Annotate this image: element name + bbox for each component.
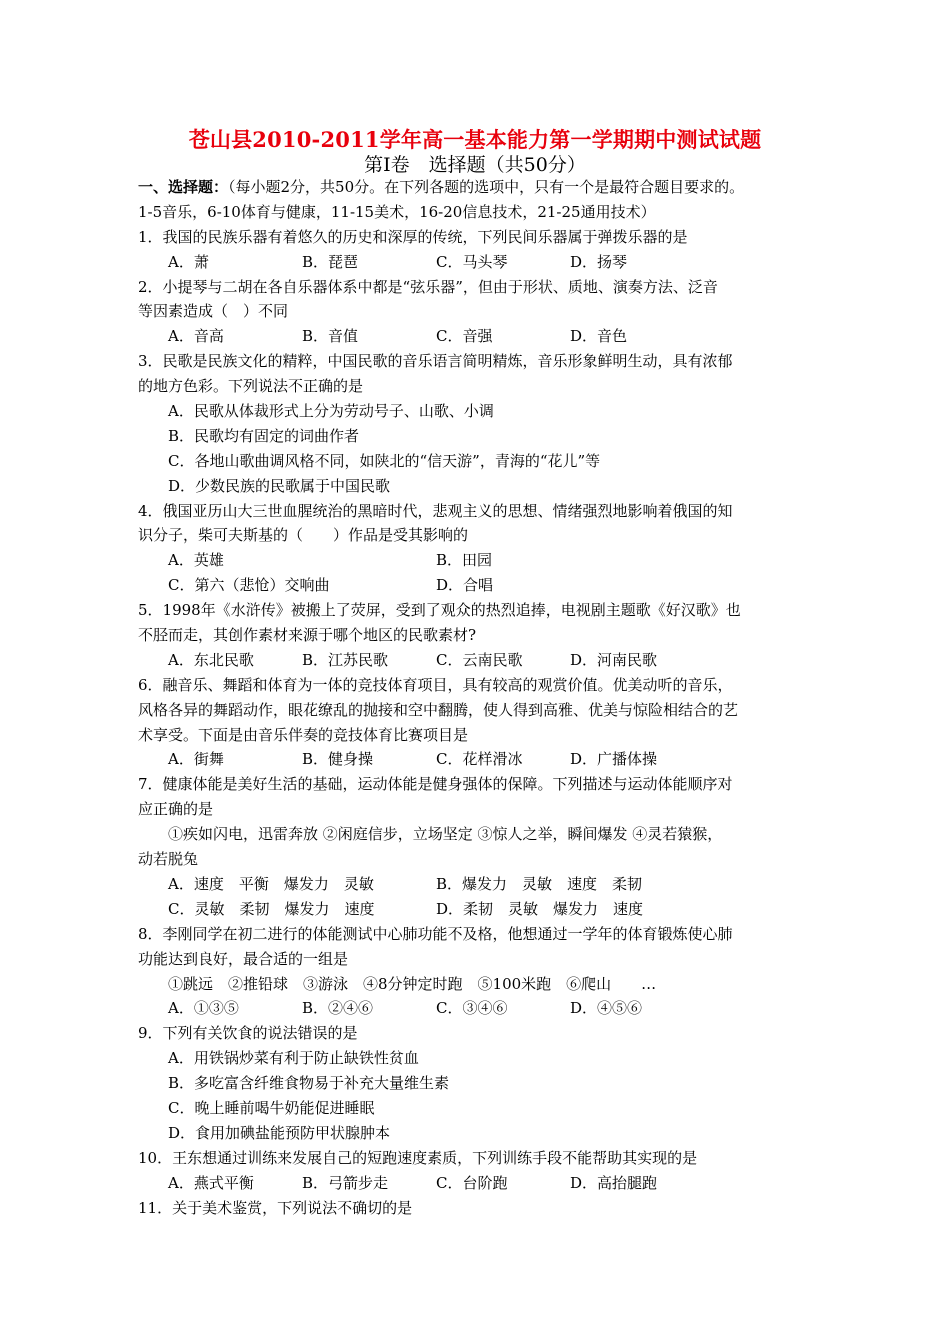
option-d: D．食用加碘盐能预防甲状腺肿本 [168,1123,391,1142]
option-d: D．合唱 [436,576,494,595]
option-d: D．音色 [570,327,628,346]
option-b: B．多吃富含纤维食物易于补充大量维生素 [168,1074,450,1093]
question-8-items: ①跳远 ②推铅球 ③游泳 ④8分钟定时跑 ⑤100米跑 ⑥爬山 … [168,974,657,993]
option-b: B．弓箭步走 [302,1173,389,1192]
question-6-stem-cont2: 术享受。下面是由音乐伴奏的竞技体育比赛项目是 [138,725,469,744]
question-4-options-row1 [138,548,828,573]
exam-title: 苍山县2010-2011学年高一基本能力第一学期期中测试试题 [188,127,762,152]
option-c: C．各地山歌曲调风格不同，如陕北的“信天游”，青海的“花儿”等 [168,451,601,470]
option-a: A．东北民歌 [168,650,254,669]
section-note: （每小题2分，共50分。在下列各题的选项中，只有一个是最符合题目要求的。 [228,178,745,196]
option-c: C．音强 [436,327,493,346]
question-10-stem: 10．王东想通过训练来发展自己的短跑速度素质，下列训练手段不能帮助其实现的是 [138,1148,698,1167]
question-4-stem-cont: 识分子，柴可夫斯基的（ ）作品是受其影响的 [138,526,469,545]
question-3-stem-cont: 的地方色彩。下列说法不正确的是 [138,377,364,396]
option-a: A．街舞 [168,750,224,769]
question-5-stem-cont: 不胫而走，其创作素材来源于哪个地区的民歌素材? [138,626,477,645]
option-a: A．民歌从体裁形式上分为劳动号子、山歌、小调 [168,402,494,421]
option-d: D．柔韧 灵敏 爆发力 速度 [436,899,644,918]
section-subtitle: 第Ⅰ卷 选择题（共50分） [364,154,586,176]
option-c: C．③④⑥ [436,999,508,1018]
option-c: C．台阶跑 [436,1173,508,1192]
option-c: C．马头琴 [436,252,508,271]
question-2-stem-cont: 等因素造成（ ）不同 [138,302,289,321]
option-d: D．河南民歌 [570,650,658,669]
option-d: D．少数民族的民歌属于中国民歌 [168,476,391,495]
exam-content [138,175,828,1220]
question-8-options [138,996,828,1021]
question-2-stem: 2．小提琴与二胡在各自乐器体系中都是“弦乐器”，但由于形状、质地、演奏方法、泛音 [138,277,718,296]
option-c: C．花样滑冰 [436,750,523,769]
option-b: B．田园 [436,551,493,570]
option-b: B．琵琶 [302,252,359,271]
option-d: D．扬琴 [570,252,628,271]
option-a: A．英雄 [168,551,224,570]
question-6-options [138,747,828,772]
question-4-stem: 4．俄国亚历山大三世血腥统治的黑暗时代，悲观主义的思想、情绪强烈地影响着俄国的知 [138,501,733,520]
question-7-options-row2 [138,897,828,922]
option-b: B．音值 [302,327,359,346]
option-c: C．灵敏 柔韧 爆发力 速度 [168,899,375,918]
option-b: B．②④⑥ [302,999,374,1018]
question-6-stem-cont: 风格各异的舞蹈动作，眼花缭乱的抛接和空中翻腾，使人得到高雅、优美与惊险相结合的艺 [138,700,739,719]
question-7-items-cont: 动若脱兔 [138,850,199,869]
option-b: B．健身操 [302,750,374,769]
option-b: B．民歌均有固定的词曲作者 [168,426,360,445]
question-5-options [138,648,828,673]
section-instructions [138,175,828,200]
option-a: A．用铁锅炒菜有利于防止缺铁性贫血 [168,1049,419,1068]
option-b: B．江苏民歌 [302,650,389,669]
question-5-stem: 5．1998年《水浒传》被搬上了荧屏，受到了观众的热烈追捧，电视剧主题歌《好汉歌》也 [138,601,741,620]
option-d: D．④⑤⑥ [570,999,643,1018]
question-1-options [138,250,828,275]
question-8-stem-cont: 功能达到良好，最合适的一组是 [138,949,349,968]
question-7-stem: 7．健康体能是美好生活的基础，运动体能是健身强体的保障。下列描述与运动体能顺序对 [138,775,733,794]
option-d: D．高抬腿跑 [570,1173,658,1192]
option-a: A．①③⑤ [168,999,239,1018]
question-3-stem: 3．民歌是民族文化的精粹，中国民歌的音乐语言简明精炼，音乐形象鲜明生动，具有浓郁 [138,352,733,371]
question-1-stem: 1．我国的民族乐器有着悠久的历史和深厚的传统，下列民间乐器属于弹拨乐器的是 [138,227,688,246]
question-6-stem: 6．融音乐、舞蹈和体育为一体的竞技体育项目，具有较高的观赏价值。优美动听的音乐， [138,675,733,694]
option-a: A．燕式平衡 [168,1173,254,1192]
question-4-options-row2 [138,573,828,598]
option-b: B．爆发力 灵敏 速度 柔韧 [436,874,643,893]
option-d: D．广播体操 [570,750,658,769]
option-a: A．音高 [168,327,224,346]
option-c: C．云南民歌 [436,650,523,669]
option-c: C．晚上睡前喝牛奶能促进睡眠 [168,1098,375,1117]
question-7-items: ①疾如闪电，迅雷奔放 ②闲庭信步，立场坚定 ③惊人之举，瞬间爆发 ④灵若猿猴， [168,825,723,844]
question-2-options [138,324,828,349]
section-label: 一、选择题： [138,178,229,196]
question-10-options [138,1171,828,1196]
section-note-line2: 1-5音乐，6-10体育与健康，11-15美术，16-20信息技术，21-25通用技术） [138,202,656,221]
option-c: C．第六（悲怆）交响曲 [168,576,330,595]
option-a: A．萧 [168,252,209,271]
question-8-stem: 8．李刚同学在初二进行的体能测试中心肺功能不及格，他想通过一学年的体育锻炼使心肺 [138,924,733,943]
question-7-options-row1 [138,872,828,897]
question-9-stem: 9．下列有关饮食的说法错误的是 [138,1024,358,1043]
question-7-stem-cont: 应正确的是 [138,800,214,819]
option-a: A．速度 平衡 爆发力 灵敏 [168,874,374,893]
question-11-stem: 11．关于美术鉴赏，下列说法不确切的是 [138,1198,413,1217]
